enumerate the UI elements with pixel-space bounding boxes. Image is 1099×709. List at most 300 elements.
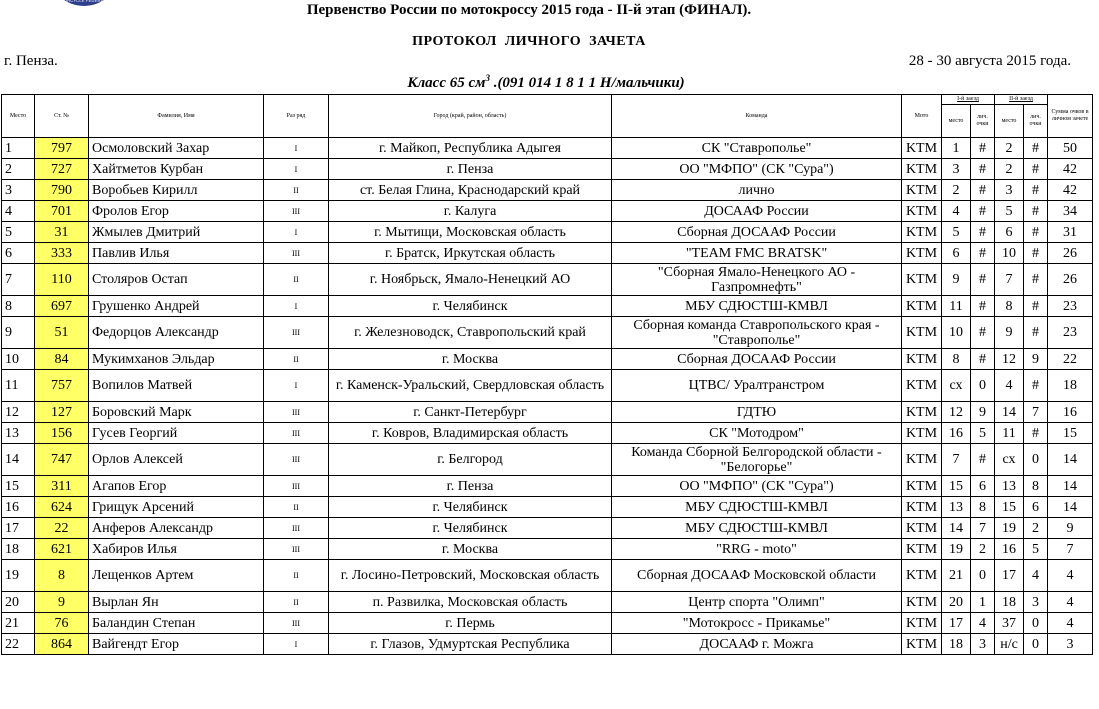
cell-rank: II: [264, 349, 329, 370]
cell-race2-points: 0: [1024, 634, 1048, 655]
cell-race1-place: 3: [942, 159, 971, 180]
cell-race2-points: 6: [1024, 497, 1048, 518]
cell-race1-place: 14: [942, 518, 971, 539]
cell-rank: I: [264, 296, 329, 317]
cell-race1-points: #: [971, 180, 995, 201]
cell-city: ст. Белая Глина, Краснодарский край: [329, 180, 612, 201]
cell-race1-points: #: [971, 264, 995, 296]
cell-race1-points: #: [971, 201, 995, 222]
cell-race1-place: 6: [942, 243, 971, 264]
table-row: [2, 264, 1093, 296]
table-row: [2, 370, 1093, 402]
cell-team: МБУ СДЮСТШ-КМВЛ: [612, 497, 902, 518]
cell-race2-points: #: [1024, 370, 1048, 402]
cell-team: МБУ СДЮСТШ-КМВЛ: [612, 296, 902, 317]
col-city: Город (край, район, область): [329, 95, 612, 138]
cell-race2-points: #: [1024, 243, 1048, 264]
cell-race1-place: 17: [942, 613, 971, 634]
cell-city: г. Братск, Иркутская область: [329, 243, 612, 264]
cell-city: г. Челябинск: [329, 497, 612, 518]
cell-start-number: 156: [35, 423, 89, 444]
cell-start-number: 311: [35, 476, 89, 497]
cell-moto: KTM: [902, 201, 942, 222]
cell-race2-points: 2: [1024, 518, 1048, 539]
col-start-number: Ст. №: [35, 95, 89, 138]
cell-place: 1: [2, 138, 35, 159]
cell-race2-points: 5: [1024, 539, 1048, 560]
cell-race1-points: 4: [971, 613, 995, 634]
cell-name: Боровский Марк: [89, 402, 264, 423]
cell-race2-place: 14: [995, 402, 1024, 423]
class-superscript: 3: [485, 73, 490, 83]
cell-race1-place: 16: [942, 423, 971, 444]
cell-team: СК "Мотодром": [612, 423, 902, 444]
table-row: [2, 476, 1093, 497]
cell-race2-points: 8: [1024, 476, 1048, 497]
cell-race2-place: 16: [995, 539, 1024, 560]
cell-moto: KTM: [902, 497, 942, 518]
cell-moto: KTM: [902, 243, 942, 264]
col-place: Место: [2, 95, 35, 138]
cell-place: 3: [2, 180, 35, 201]
cell-place: 6: [2, 243, 35, 264]
cell-moto: KTM: [902, 159, 942, 180]
col-moto: Мото: [902, 95, 942, 138]
cell-name: Жмылев Дмитрий: [89, 222, 264, 243]
table-row: [2, 497, 1093, 518]
cell-race2-place: 37: [995, 613, 1024, 634]
cell-race2-place: 13: [995, 476, 1024, 497]
cell-total: 26: [1048, 264, 1093, 296]
cell-race2-place: 17: [995, 560, 1024, 592]
results-table: [1, 94, 1093, 655]
cell-rank: II: [264, 264, 329, 296]
cell-team: ДОСААФ России: [612, 201, 902, 222]
logo-text: MOTORCYCLE FEDERATION: [54, 0, 114, 3]
cell-start-number: 76: [35, 613, 89, 634]
cell-place: 8: [2, 296, 35, 317]
cell-name: Баландин Степан: [89, 613, 264, 634]
cell-race1-place: 11: [942, 296, 971, 317]
cell-team: СК "Ставрополье": [612, 138, 902, 159]
page-title: Первенство России по мотокроссу 2015 года - II-й этап (ФИНАЛ).: [306, 2, 752, 18]
cell-team: Сборная ДОСААФ России: [612, 222, 902, 243]
cell-moto: KTM: [902, 444, 942, 476]
cell-team: лично: [612, 180, 902, 201]
table-row: [2, 634, 1093, 655]
cell-name: Гусев Георгий: [89, 423, 264, 444]
cell-total: 50: [1048, 138, 1093, 159]
cell-race1-place: 15: [942, 476, 971, 497]
cell-rank: I: [264, 222, 329, 243]
cell-team: "TEAM FMC BRATSK": [612, 243, 902, 264]
cell-place: 11: [2, 370, 35, 402]
cell-race1-place: 20: [942, 592, 971, 613]
cell-race2-place: 6: [995, 222, 1024, 243]
cell-race2-points: #: [1024, 138, 1048, 159]
cell-race1-points: 7: [971, 518, 995, 539]
cell-race2-place: 9: [995, 317, 1024, 349]
cell-race2-points: 0: [1024, 444, 1048, 476]
cell-race1-place: 4: [942, 201, 971, 222]
table-row: [2, 423, 1093, 444]
cell-place: 17: [2, 518, 35, 539]
cell-rank: III: [264, 423, 329, 444]
cell-race2-place: 11: [995, 423, 1024, 444]
cell-race1-place: 18: [942, 634, 971, 655]
table-row: [2, 159, 1093, 180]
cell-start-number: 747: [35, 444, 89, 476]
cell-start-number: 9: [35, 592, 89, 613]
cell-city: г. Санкт-Петербург: [329, 402, 612, 423]
cell-name: Осмоловский Захар: [89, 138, 264, 159]
cell-start-number: 621: [35, 539, 89, 560]
cell-rank: III: [264, 243, 329, 264]
cell-race2-points: #: [1024, 317, 1048, 349]
col-race2-points: лич. очки: [1024, 105, 1048, 138]
col-team: Команда: [612, 95, 902, 138]
cell-race1-place: 13: [942, 497, 971, 518]
cell-race2-place: 19: [995, 518, 1024, 539]
cell-place: 13: [2, 423, 35, 444]
cell-team: МБУ СДЮСТШ-КМВЛ: [612, 518, 902, 539]
cell-race2-place: 2: [995, 138, 1024, 159]
table-row: [2, 296, 1093, 317]
cell-race1-points: 0: [971, 560, 995, 592]
cell-race2-points: #: [1024, 264, 1048, 296]
cell-city: г. Ковров, Владимирская область: [329, 423, 612, 444]
cell-team: ГДТЮ: [612, 402, 902, 423]
table-row: [2, 138, 1093, 159]
class-suffix: .(091 014 1 8 1 1 Н/мальчики): [489, 75, 685, 91]
cell-place: 10: [2, 349, 35, 370]
table-row: [2, 201, 1093, 222]
cell-place: 22: [2, 634, 35, 655]
cell-rank: II: [264, 560, 329, 592]
cell-race2-place: 15: [995, 497, 1024, 518]
protocol-title: ПРОТОКОЛ ЛИЧНОГО ЗАЧЕТА: [412, 34, 646, 49]
cell-total: 42: [1048, 180, 1093, 201]
cell-moto: KTM: [902, 560, 942, 592]
cell-total: 3: [1048, 634, 1093, 655]
cell-race1-points: #: [971, 444, 995, 476]
cell-city: г. Майкоп, Республика Адыгея: [329, 138, 612, 159]
cell-city: г. Калуга: [329, 201, 612, 222]
cell-city: п. Развилка, Московская область: [329, 592, 612, 613]
cell-race1-points: #: [971, 243, 995, 264]
cell-name: Агапов Егор: [89, 476, 264, 497]
cell-name: Вырлан Ян: [89, 592, 264, 613]
cell-moto: KTM: [902, 296, 942, 317]
table-row: [2, 560, 1093, 592]
table-row: [2, 592, 1093, 613]
cell-race2-points: #: [1024, 296, 1048, 317]
cell-start-number: 757: [35, 370, 89, 402]
table-row: [2, 317, 1093, 349]
cell-race2-place: сх: [995, 444, 1024, 476]
cell-city: г. Белгород: [329, 444, 612, 476]
cell-moto: KTM: [902, 476, 942, 497]
cell-start-number: 127: [35, 402, 89, 423]
cell-race1-points: #: [971, 296, 995, 317]
cell-race2-place: 3: [995, 180, 1024, 201]
cell-name: Анферов Александр: [89, 518, 264, 539]
cell-race2-place: н/с: [995, 634, 1024, 655]
cell-place: 12: [2, 402, 35, 423]
cell-race1-place: 7: [942, 444, 971, 476]
cell-race1-place: 12: [942, 402, 971, 423]
cell-total: 14: [1048, 497, 1093, 518]
cell-race1-points: 3: [971, 634, 995, 655]
cell-rank: II: [264, 592, 329, 613]
cell-start-number: 333: [35, 243, 89, 264]
cell-city: г. Глазов, Удмуртская Республика: [329, 634, 612, 655]
cell-rank: III: [264, 613, 329, 634]
cell-team: "Мотокросс - Прикамье": [612, 613, 902, 634]
cell-place: 18: [2, 539, 35, 560]
cell-total: 42: [1048, 159, 1093, 180]
cell-race1-points: #: [971, 317, 995, 349]
cell-race2-points: 7: [1024, 402, 1048, 423]
col-race1: I-й заезд: [942, 95, 995, 105]
cell-race1-place: 19: [942, 539, 971, 560]
cell-city: г. Челябинск: [329, 296, 612, 317]
cell-name: Грушенко Андрей: [89, 296, 264, 317]
cell-name: Воробьев Кирилл: [89, 180, 264, 201]
cell-city: г. Челябинск: [329, 518, 612, 539]
cell-moto: KTM: [902, 592, 942, 613]
cell-start-number: 790: [35, 180, 89, 201]
table-row: [2, 518, 1093, 539]
cell-start-number: 31: [35, 222, 89, 243]
cell-city: г. Железноводск, Ставропольский край: [329, 317, 612, 349]
cell-total: 14: [1048, 444, 1093, 476]
cell-start-number: 8: [35, 560, 89, 592]
cell-race1-points: 8: [971, 497, 995, 518]
cell-name: Вопилов Матвей: [89, 370, 264, 402]
cell-place: 16: [2, 497, 35, 518]
cell-city: г. Мытищи, Московская область: [329, 222, 612, 243]
cell-city: г. Москва: [329, 349, 612, 370]
cell-race1-points: 1: [971, 592, 995, 613]
cell-name: Павлив Илья: [89, 243, 264, 264]
cell-race1-points: #: [971, 222, 995, 243]
cell-race2-points: #: [1024, 423, 1048, 444]
cell-team: ДОСААФ г. Можга: [612, 634, 902, 655]
class-prefix: Класс 65 см: [407, 75, 486, 91]
cell-race1-points: 5: [971, 423, 995, 444]
cell-rank: II: [264, 497, 329, 518]
event-dates: 28 - 30 августа 2015 года.: [908, 53, 1071, 69]
cell-rank: I: [264, 370, 329, 402]
cell-rank: III: [264, 444, 329, 476]
event-city: г. Пенза.: [4, 53, 58, 69]
cell-race2-place: 5: [995, 201, 1024, 222]
cell-race1-points: #: [971, 138, 995, 159]
cell-city: г. Москва: [329, 539, 612, 560]
cell-race2-place: 7: [995, 264, 1024, 296]
col-rank: Раз ряд: [264, 95, 329, 138]
cell-total: 23: [1048, 317, 1093, 349]
cell-city: г. Ноябрьск, Ямало-Ненецкий АО: [329, 264, 612, 296]
cell-rank: III: [264, 317, 329, 349]
cell-race2-place: 18: [995, 592, 1024, 613]
cell-total: 4: [1048, 613, 1093, 634]
cell-race2-place: 8: [995, 296, 1024, 317]
table-row: [2, 539, 1093, 560]
cell-name: Вайгендт Егор: [89, 634, 264, 655]
cell-rank: II: [264, 180, 329, 201]
cell-place: 14: [2, 444, 35, 476]
cell-moto: KTM: [902, 634, 942, 655]
cell-name: Столяров Остап: [89, 264, 264, 296]
cell-city: г. Лосино-Петровский, Московская область: [329, 560, 612, 592]
cell-start-number: 797: [35, 138, 89, 159]
cell-moto: KTM: [902, 349, 942, 370]
col-total: Сумма очков в личном зачете: [1048, 95, 1093, 138]
cell-rank: III: [264, 539, 329, 560]
cell-race2-points: #: [1024, 222, 1048, 243]
table-row: [2, 613, 1093, 634]
cell-city: г. Пермь: [329, 613, 612, 634]
table-row: [2, 444, 1093, 476]
cell-rank: I: [264, 159, 329, 180]
cell-total: 16: [1048, 402, 1093, 423]
cell-race2-place: 10: [995, 243, 1024, 264]
table-row: [2, 243, 1093, 264]
cell-moto: KTM: [902, 317, 942, 349]
cell-team: "RRG - moto": [612, 539, 902, 560]
cell-race2-points: #: [1024, 201, 1048, 222]
cell-start-number: 624: [35, 497, 89, 518]
cell-moto: KTM: [902, 402, 942, 423]
cell-race1-place: 9: [942, 264, 971, 296]
cell-total: 34: [1048, 201, 1093, 222]
cell-city: г. Пенза: [329, 476, 612, 497]
cell-name: Хабиров Илья: [89, 539, 264, 560]
cell-start-number: 84: [35, 349, 89, 370]
cell-start-number: 110: [35, 264, 89, 296]
cell-race1-points: 2: [971, 539, 995, 560]
class-line: [0, 73, 1092, 92]
cell-team: Сборная ДОСААФ России: [612, 349, 902, 370]
col-race1-place: место: [942, 105, 971, 138]
cell-race2-place: 2: [995, 159, 1024, 180]
cell-team: Сборная команда Ставропольского края - "Ставрополье": [612, 317, 902, 349]
cell-place: 2: [2, 159, 35, 180]
cell-moto: KTM: [902, 180, 942, 201]
cell-total: 26: [1048, 243, 1093, 264]
col-race1-points: лич. очки: [971, 105, 995, 138]
cell-race2-points: #: [1024, 180, 1048, 201]
col-race2: II-й заезд: [995, 95, 1048, 105]
cell-total: 7: [1048, 539, 1093, 560]
cell-city: г. Каменск-Уральский, Свердловская область: [329, 370, 612, 402]
table-row: [2, 349, 1093, 370]
cell-place: 21: [2, 613, 35, 634]
cell-team: ЦТВС/ Уралтранстром: [612, 370, 902, 402]
cell-race2-points: 0: [1024, 613, 1048, 634]
cell-name: Грищук Арсений: [89, 497, 264, 518]
cell-rank: III: [264, 201, 329, 222]
cell-total: 18: [1048, 370, 1093, 402]
cell-race1-place: 10: [942, 317, 971, 349]
cell-moto: KTM: [902, 423, 942, 444]
cell-start-number: 697: [35, 296, 89, 317]
cell-name: Фролов Егор: [89, 201, 264, 222]
cell-race1-place: 2: [942, 180, 971, 201]
cell-team: Сборная ДОСААФ Московской области: [612, 560, 902, 592]
cell-team: Команда Сборной Белгородской области - "Белогорье": [612, 444, 902, 476]
table-row: [2, 180, 1093, 201]
cell-total: 14: [1048, 476, 1093, 497]
cell-place: 15: [2, 476, 35, 497]
cell-race2-points: #: [1024, 159, 1048, 180]
cell-start-number: 51: [35, 317, 89, 349]
cell-place: 20: [2, 592, 35, 613]
cell-race2-points: 3: [1024, 592, 1048, 613]
cell-total: 31: [1048, 222, 1093, 243]
cell-race1-place: 5: [942, 222, 971, 243]
cell-race2-points: 4: [1024, 560, 1048, 592]
cell-place: 19: [2, 560, 35, 592]
cell-place: 5: [2, 222, 35, 243]
cell-place: 7: [2, 264, 35, 296]
cell-total: 23: [1048, 296, 1093, 317]
cell-start-number: 701: [35, 201, 89, 222]
cell-name: Мукимханов Эльдар: [89, 349, 264, 370]
cell-total: 15: [1048, 423, 1093, 444]
cell-start-number: 22: [35, 518, 89, 539]
cell-total: 9: [1048, 518, 1093, 539]
cell-total: 4: [1048, 560, 1093, 592]
cell-place: 4: [2, 201, 35, 222]
cell-name: Орлов Алексей: [89, 444, 264, 476]
cell-name: Хайтметов Курбан: [89, 159, 264, 180]
cell-race1-points: 6: [971, 476, 995, 497]
cell-place: 9: [2, 317, 35, 349]
cell-race1-points: 0: [971, 370, 995, 402]
cell-total: 4: [1048, 592, 1093, 613]
cell-rank: III: [264, 518, 329, 539]
cell-moto: KTM: [902, 222, 942, 243]
cell-moto: KTM: [902, 370, 942, 402]
cell-total: 22: [1048, 349, 1093, 370]
cell-moto: KTM: [902, 613, 942, 634]
cell-rank: III: [264, 476, 329, 497]
table-row: [2, 402, 1093, 423]
cell-start-number: 864: [35, 634, 89, 655]
cell-moto: KTM: [902, 518, 942, 539]
col-name: Фамилия, Имя: [89, 95, 264, 138]
cell-moto: KTM: [902, 138, 942, 159]
cell-race2-place: 12: [995, 349, 1024, 370]
cell-team: ОО "МФПО" (СК "Сура"): [612, 476, 902, 497]
cell-race1-points: #: [971, 349, 995, 370]
cell-race1-points: #: [971, 159, 995, 180]
cell-race1-place: 1: [942, 138, 971, 159]
cell-team: "Сборная Ямало-Ненецкого АО - Газпромнефть": [612, 264, 902, 296]
cell-race1-place: 8: [942, 349, 971, 370]
cell-moto: KTM: [902, 539, 942, 560]
cell-name: Федорцов Александр: [89, 317, 264, 349]
cell-start-number: 727: [35, 159, 89, 180]
cell-moto: KTM: [902, 264, 942, 296]
cell-name: Лещенков Артем: [89, 560, 264, 592]
col-race2-place: место: [995, 105, 1024, 138]
cell-team: ОО "МФПО" (СК "Сура"): [612, 159, 902, 180]
cell-city: г. Пенза: [329, 159, 612, 180]
